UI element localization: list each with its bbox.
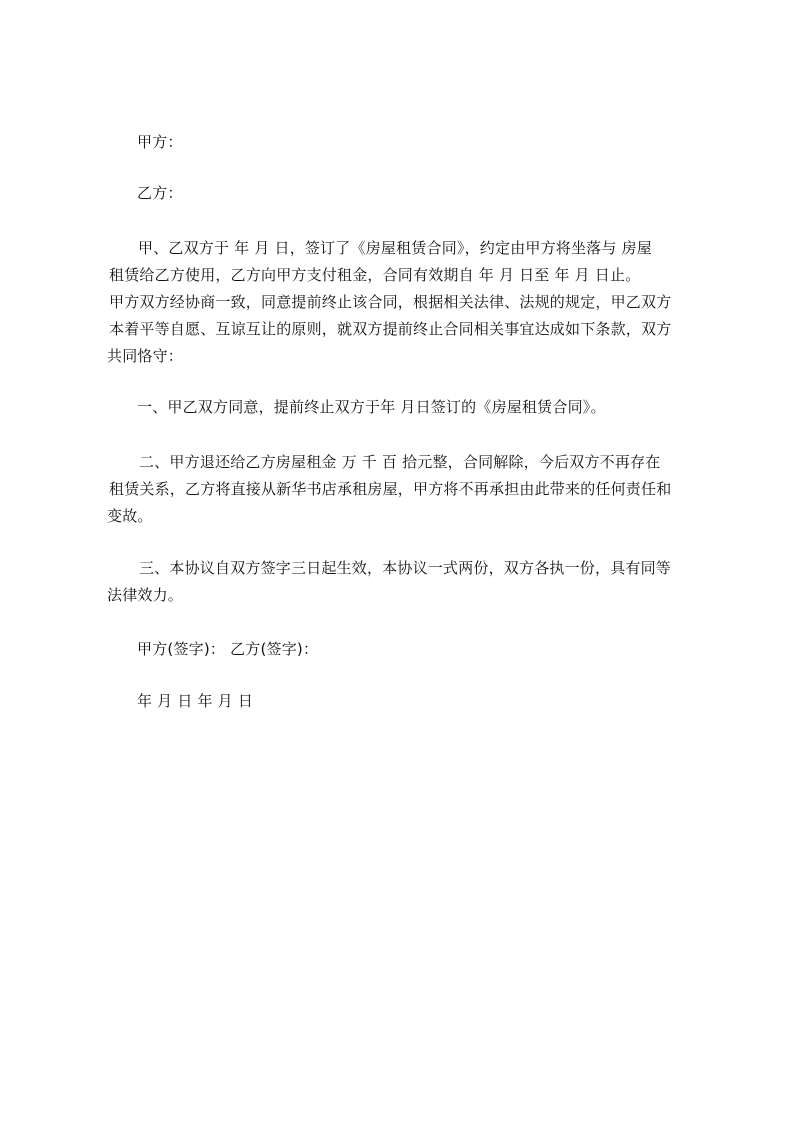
signature-line: 甲方(签字)： 乙方(签字)：: [137, 640, 319, 658]
clause-3-line-2: 法律效力。: [107, 586, 184, 604]
clause-1-line-1: 一、甲乙双方同意，提前终止双方于年 月日签订的《房屋租赁合同》。: [137, 398, 606, 416]
clause-3-line-1: 三、本协议自双方签字三日起生效，本协议一式两份，双方各执一份，具有同等: [139, 559, 672, 577]
intro-line-3: 甲方双方经协商一致，同意提前终止该合同，根据相关法律、法规的规定，甲乙双方: [109, 293, 672, 311]
clause-2-line-2: 租赁关系，乙方将直接从新华书店承租房屋，甲方将不再承担由此带来的任何责任和: [109, 480, 672, 498]
date-line: 年 月 日 年 月 日: [137, 692, 254, 710]
intro-line-2: 租赁给乙方使用，乙方向甲方支付租金，合同有效期自 年 月 日至 年 月 日止。: [109, 266, 641, 284]
party-a-label: 甲方：: [137, 133, 183, 151]
intro-line-5: 共同恪守：: [107, 347, 184, 365]
intro-line-1: 甲、乙双方于 年 月 日，签订了《房屋租赁合同》，约定由甲方将坐落与 房屋: [138, 239, 652, 257]
intro-line-4: 本着平等自愿、互谅互让的原则，就双方提前终止合同相关事宜达成如下条款，双方: [109, 320, 672, 338]
clause-2-line-3: 变故。: [107, 507, 153, 525]
clause-2-line-1: 二、甲方退还给乙方房屋租金 万 千 百 拾元整，合同解除，今后双方不再存在: [139, 453, 661, 471]
party-b-label: 乙方：: [137, 184, 183, 202]
